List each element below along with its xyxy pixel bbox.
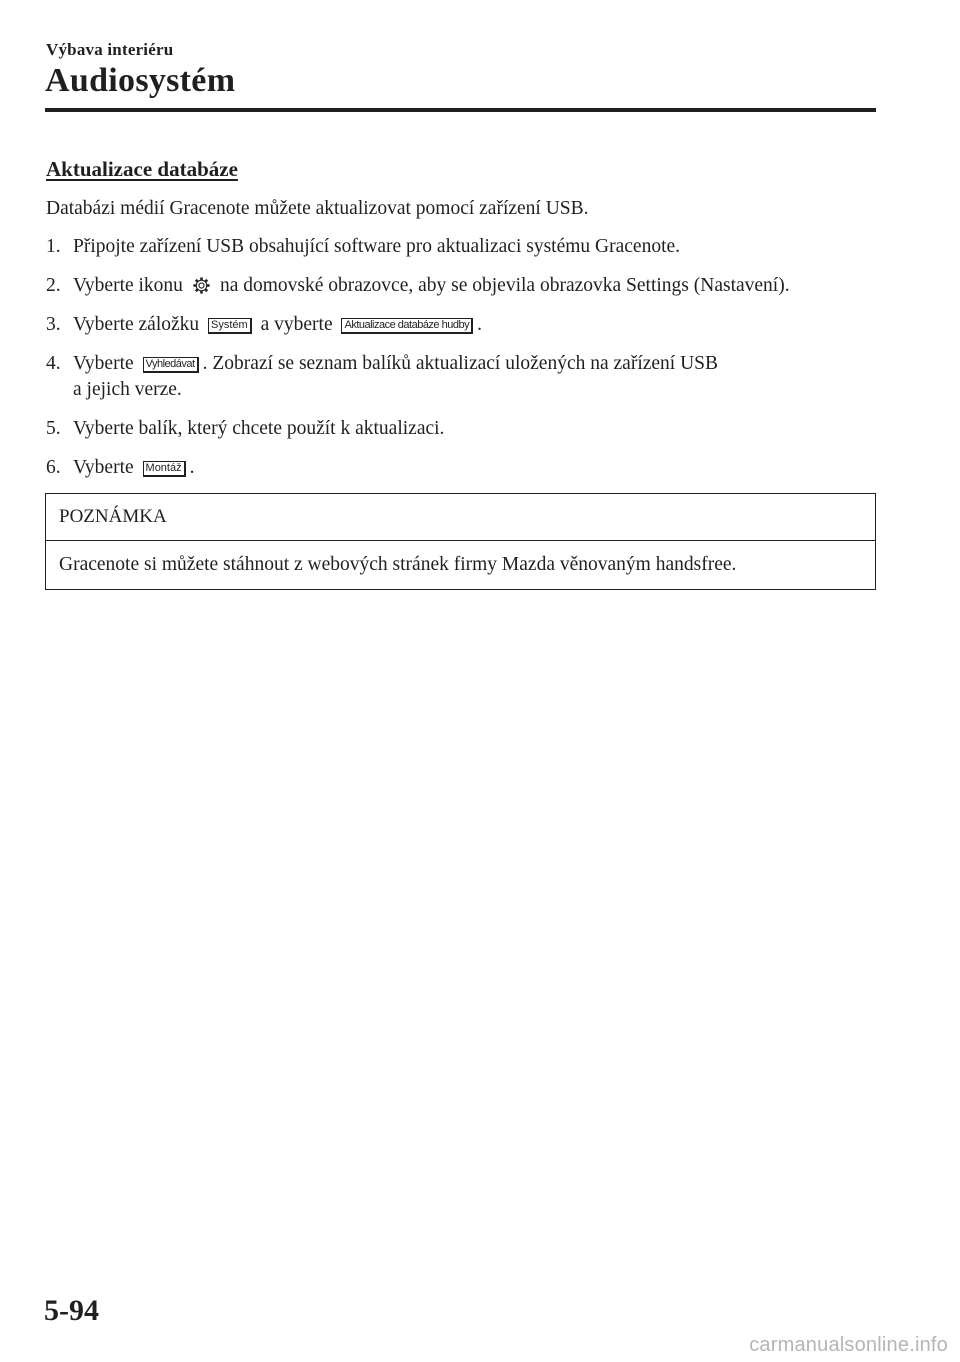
list-item	[46, 234, 876, 260]
note-text: Gracenote si můžete stáhnout z webových stránek firmy Mazda věnovaným handsfree.	[59, 554, 737, 575]
note-box	[45, 493, 876, 590]
step-number: 6.	[46, 457, 61, 478]
system-tab-button: Systém	[208, 318, 252, 334]
step-number: 1.	[46, 236, 61, 257]
main-content	[46, 156, 876, 494]
list-item	[46, 312, 876, 338]
step-number: 4.	[46, 353, 61, 374]
section-label: Výbava interiéru	[46, 40, 174, 59]
step-text: Vyberte	[73, 353, 134, 374]
header-divider	[45, 108, 876, 112]
step-number: 3.	[46, 314, 61, 335]
steps-list	[46, 234, 876, 481]
install-button: Montáž	[143, 461, 186, 477]
list-item	[46, 351, 876, 403]
step-text: .	[189, 457, 195, 478]
step-text: Vyberte	[73, 457, 134, 478]
step-number: 5.	[46, 418, 61, 439]
step-text: Vyberte ikonu	[73, 275, 183, 296]
page-title: Audiosystém	[45, 62, 236, 99]
watermark: carmanualsonline.info	[749, 1334, 948, 1356]
search-button: Vyhledávat	[143, 357, 199, 373]
step-text: . Zobrazí se seznam balíků aktualizací uložených na zařízení USB	[202, 353, 719, 374]
note-heading: POZNÁMKA	[46, 494, 875, 541]
step-text: na domovské obrazovce, aby se objevila obrazovka Settings (Nastavení).	[219, 275, 790, 296]
list-item	[46, 416, 876, 442]
update-music-database-button: Aktualizace databáze hudby	[341, 318, 473, 334]
page-number: 5-94	[44, 1294, 99, 1327]
step-text: .	[477, 314, 482, 335]
step-text: Připojte zařízení USB obsahující software pro aktualizaci systému Gracenote.	[73, 236, 681, 257]
step-text: Vyberte záložku	[73, 314, 200, 335]
step-text: Vyberte balík, který chcete použít k aktualizaci.	[73, 418, 445, 439]
step-text: a jejich verze.	[73, 379, 182, 400]
gear-icon	[193, 277, 210, 294]
section-heading: Aktualizace databáze	[46, 157, 238, 181]
list-item	[46, 273, 876, 299]
step-text: a vyberte	[260, 314, 333, 335]
intro-paragraph: Databázi médií Gracenote můžete aktualizovat pomocí zařízení USB.	[46, 198, 589, 219]
list-item	[46, 455, 876, 481]
step-number: 2.	[46, 275, 61, 296]
